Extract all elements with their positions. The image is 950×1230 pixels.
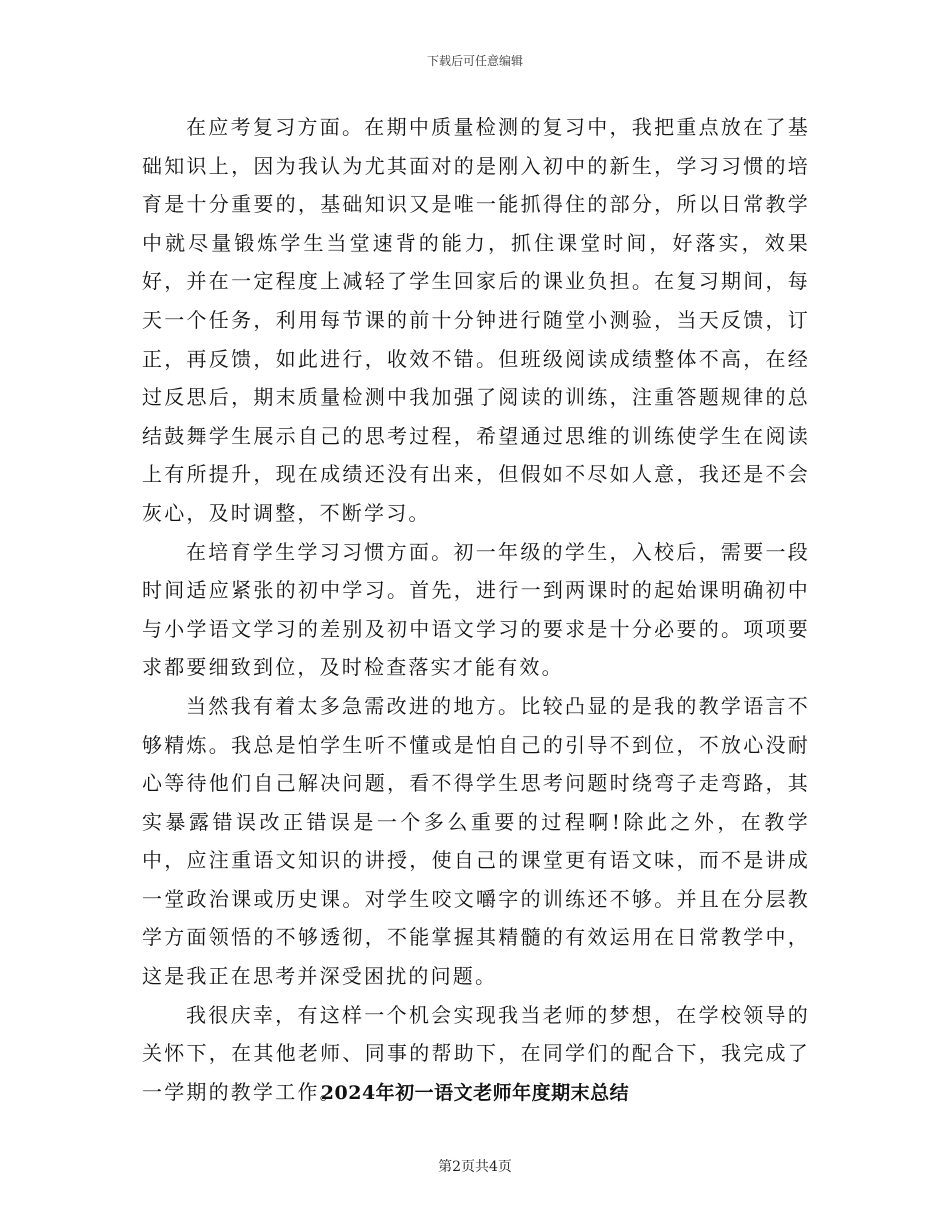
paragraph-conclusion: 我很庆幸，有这样一个机会实现我当老师的梦想，在学校领导的关怀下，在其他老师、同事的帮助下，在同学们的配合下，我完成了一学期的教学工作。 <box>142 1002 810 1104</box>
paragraph-exam-review: 在应考复习方面。在期中质量检测的复习中，我把重点放在了基础知识上，因为我认为尤其面对的是刚入初中的新生，学习习惯的培育是十分重要的，基础知识又是唯一能抓得住的部分，所以日常教学中就尽量锻炼学生当堂速背的能力，抓住课堂时间，好落实，效果好，并在一定程度上减轻了学生回家后的课业负担。在复习期间，每天一个任务，利用每节课的前十分钟进行随堂小测验，当天反馈，订正，再反馈，如此进行，收效不错。但班级阅读成绩整体不高，在经过反思后，期末质量检测中我加强了阅读的训练，注重答题规律的总结鼓舞学生展示自己的思考过程，希望通过思维的训练使学生在阅读上有所提升，现在成绩还没有出来，但假如不尽如人意，我还是不会灰心，及时调整，不断学习。 <box>142 115 810 525</box>
paragraph-study-habits: 在培育学生学习习惯方面。初一年级的学生，入校后，需要一段时间适应紧张的初中学习。首先，进行一到两课时的起始课明确初中与小学语文学习的差别及初中语文学习的要求是十分必要的。项项要求都要细致到位，及时检查落实才能有效。 <box>142 539 810 680</box>
document-title: 2024年初一语文老师年度期末总结 <box>320 1082 630 1104</box>
document-body <box>142 108 810 1111</box>
paragraph-improvements: 当然我有着太多急需改进的地方。比较凸显的是我的教学语言不够精炼。我总是怕学生听不懂或是怕自己的引导不到位，不放心没耐心等待他们自己解决问题，看不得学生思考问题时绕弯子走弯路，其实暴露错误改正错误是一个多么重要的过程啊!除此之外，在教学中，应注重语文知识的讲授，使自己的课堂更有语文味，而不是讲成一堂政治课或历史课。对学生咬文嚼字的训练还不够。并且在分层教学方面领悟的不够透彻，不能掌握其精髓的有效运用在日常教学中，这是我正在思考并深受困扰的问题。 <box>142 693 810 989</box>
page-number: 第2页共4页 <box>438 1159 512 1175</box>
page-header-note: 下载后可任意编辑 <box>426 54 523 68</box>
